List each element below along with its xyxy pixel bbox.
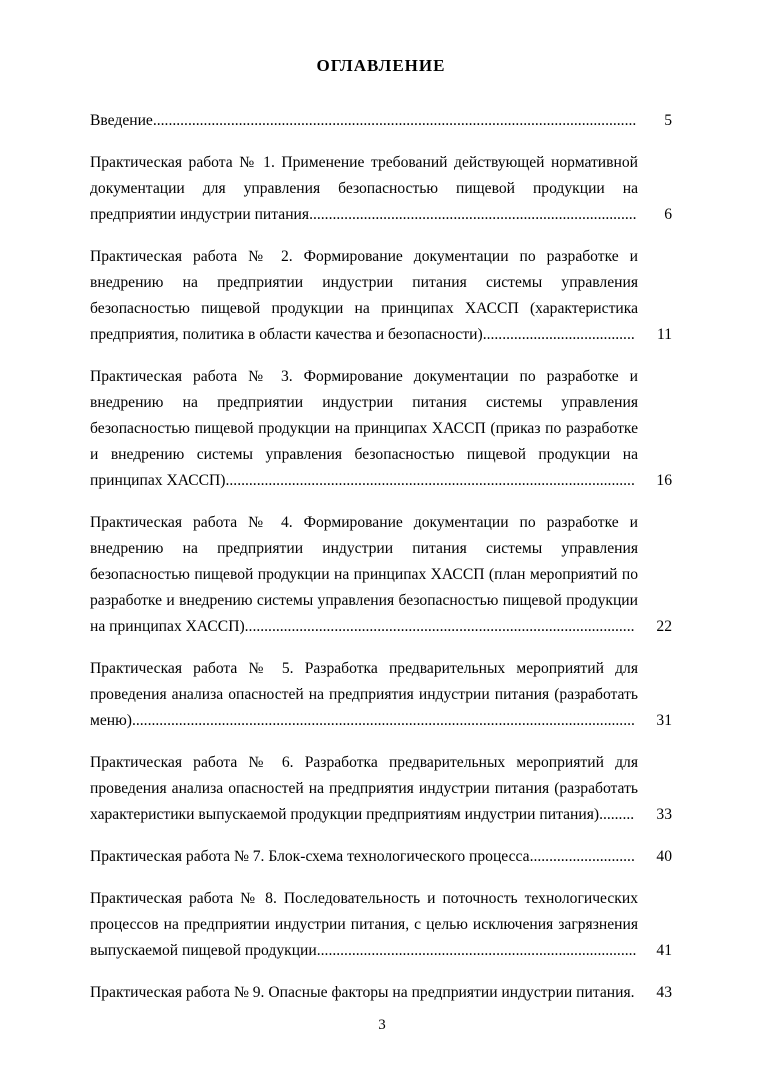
toc-entry [90,844,672,870]
toc-entry-title: Практическая работа № 3. Формирование документации по разработке и внедрению на предприятии индустрии питания системы управления безопасностью пищевой продукции на принципах ХАССП (приказ по разработке и внедрению системы управления безопасностью пищевой продукции на принципах ХАССП) [90,368,638,489]
leader-dots: .................................................................................................... [244,618,635,635]
toc-entry-title: Практическая работа № 7. Блок-схема технологического процесса [90,848,530,865]
toc-entry-title: Практическая работа № 5. Разработка предварительных мероприятий для проведения анализа опасностей на предприятия индустрии питания (разработать меню) [90,660,638,729]
toc-page-number: 16 [656,472,672,489]
toc-entry-title: Практическая работа № 6. Разработка предварительных мероприятий для проведения анализа опасностей на предприятия индустрии питания (разработать характеристики выпускаемой продукции предприятиям индустрии питания) [90,754,638,823]
page-title: ОГЛАВЛЕНИЕ [316,56,446,75]
toc-page-number: 43 [656,984,672,1001]
toc-entry-title: Практическая работа № 2. Формирование документации по разработке и внедрению на предприятии индустрии питания системы управления безопасностью пищевой продукции на принципах ХАССП (характеристика предприятия, политика в области качества и безопасности) [90,248,638,343]
leader-dots: .................................................................................. [316,942,637,959]
toc-page-number: 40 [656,848,672,865]
toc-page-number: 11 [656,326,672,343]
toc-page-number: 41 [656,942,672,959]
footer-page-number: 3 [378,1017,386,1033]
toc-entry-title: Введение [90,112,153,129]
toc-page-number: 22 [656,618,672,635]
toc-entry [90,364,672,494]
toc-entry [90,750,672,828]
toc-entry [90,150,672,228]
leader-dots: . [630,984,635,1001]
leader-dots: ............................................................................................................................ [152,112,637,129]
leader-dots: ........................... [529,848,635,865]
toc-entry-title: Практическая работа № 8. Последовательность и поточность технологических процессов на предприятии индустрии питания, с целью исключения загрязнения выпускаемой пищевой продукции [90,890,638,959]
toc-entry [90,980,672,1006]
toc-entry [90,108,672,134]
toc-entry [90,510,672,640]
toc-page-number: 5 [664,112,672,129]
leader-dots: ....................................... [482,326,635,343]
toc-page-number: 31 [656,712,672,729]
leader-dots: ......................................................................................................... [225,472,635,489]
toc-entry [90,244,672,348]
toc-entry-title: Практическая работа № 1. Применение требований действующей нормативной документации для управления безопасностью пищевой продукции на предприятии индустрии питания [90,154,638,223]
toc-page-number: 33 [656,806,672,823]
toc-entry [90,886,672,964]
toc-page-number: 6 [664,206,672,223]
toc-entry-title: Практическая работа № 4. Формирование документации по разработке и внедрению на предприятии индустрии питания системы управления безопасностью пищевой продукции на принципах ХАССП (план мероприятий по разработке и внедрению системы управления безопасностью пищевой продукции на принципах ХАССП) [90,514,638,635]
leader-dots: .................................................................................... [309,206,637,223]
leader-dots: ......... [599,806,635,823]
toc-entry-title: Практическая работа № 9. Опасные факторы на предприятии индустрии питания [90,984,631,1001]
table-of-contents [90,108,672,1006]
leader-dots: ................................................................................................................................. [131,712,635,729]
toc-entry [90,656,672,734]
